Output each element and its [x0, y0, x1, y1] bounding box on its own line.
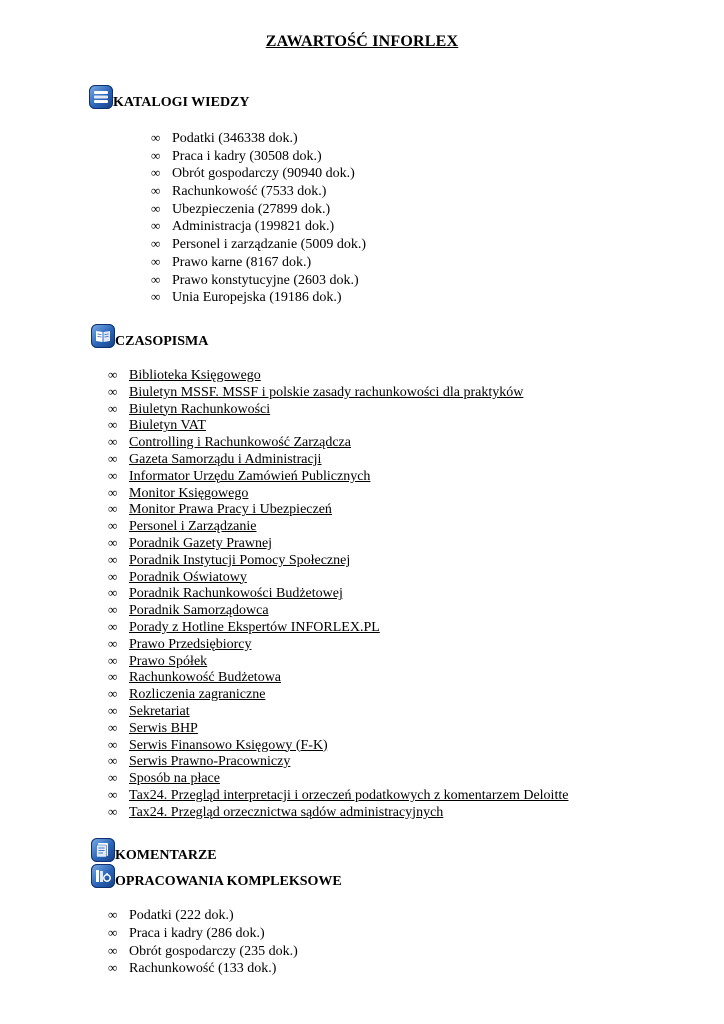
list-item: [151, 253, 366, 271]
infinity-bullet-icon: ∞: [108, 907, 118, 922]
journal-link[interactable]: Porady z Hotline Ekspertów INFORLEX.PL: [129, 619, 380, 635]
infinity-bullet-icon: ∞: [151, 218, 161, 234]
journal-link-item[interactable]: [108, 753, 568, 770]
journal-link[interactable]: Biblioteka Księgowego: [129, 368, 261, 383]
journal-link[interactable]: Poradnik Oświatowy: [129, 569, 247, 585]
infinity-bullet-icon: ∞: [151, 200, 161, 216]
infinity-bullet-icon: ∞: [108, 467, 118, 483]
infinity-bullet-icon: ∞: [108, 753, 118, 769]
infinity-bullet-icon: ∞: [108, 518, 118, 534]
journal-link[interactable]: Biuletyn Rachunkowości: [129, 401, 271, 417]
journal-link-item[interactable]: [108, 518, 568, 535]
journal-link[interactable]: Prawo Przedsiębiorcy: [129, 636, 252, 652]
journal-link[interactable]: Serwis Finansowo Księgowy (F-K): [129, 737, 328, 753]
journal-link-item[interactable]: [108, 602, 568, 619]
infinity-bullet-icon: ∞: [151, 289, 161, 305]
infinity-bullet-icon: ∞: [151, 147, 161, 163]
infinity-bullet-icon: ∞: [108, 736, 118, 752]
list-item-label: Ubezpieczenia (27899 dok.): [172, 201, 331, 217]
journal-link-item[interactable]: [108, 434, 568, 451]
journal-link-item[interactable]: [108, 485, 568, 502]
journal-link[interactable]: Monitor Księgowego: [129, 485, 249, 501]
section-komentarze-heading[interactable]: [91, 838, 217, 864]
list-item-label: Administracja (199821 dok.): [172, 219, 335, 235]
journal-link-item[interactable]: [108, 703, 568, 720]
journal-link-item[interactable]: [108, 552, 568, 569]
journal-link[interactable]: Sekretariat: [129, 703, 190, 719]
infinity-bullet-icon: ∞: [108, 702, 118, 718]
journal-link[interactable]: Rozliczenia zagraniczne: [129, 687, 266, 703]
section-heading-label: CZASOPISMA: [115, 334, 209, 349]
page-title: ZAWARTOŚĆ INFORLEX: [265, 33, 459, 50]
journal-link-item[interactable]: [108, 417, 568, 434]
journal-link[interactable]: Biuletyn VAT: [129, 418, 206, 434]
journal-link-item[interactable]: [108, 653, 568, 670]
list-item: [108, 906, 298, 924]
infinity-bullet-icon: ∞: [151, 253, 161, 269]
journal-link[interactable]: Rachunkowość Budżetowa: [129, 670, 282, 686]
journal-link-item[interactable]: [108, 367, 568, 384]
infinity-bullet-icon: ∞: [108, 924, 118, 940]
list-item: [151, 235, 366, 253]
infinity-bullet-icon: ∞: [108, 434, 118, 450]
journal-icon[interactable]: [91, 324, 115, 348]
complex-study-list: [108, 906, 298, 977]
journal-link-item[interactable]: [108, 669, 568, 686]
list-item-label: Praca i kadry (286 dok.): [129, 925, 265, 941]
infinity-bullet-icon: ∞: [108, 635, 118, 651]
journal-link[interactable]: Tax24. Przegląd orzecznictwa sądów administracyjnych: [129, 804, 444, 820]
journal-link-item[interactable]: [108, 401, 568, 418]
infinity-bullet-icon: ∞: [108, 786, 118, 802]
journal-link[interactable]: Poradnik Samorządowca: [129, 603, 269, 619]
complex-study-icon[interactable]: [91, 864, 115, 888]
list-item-label: Rachunkowość (7533 dok.): [172, 184, 327, 200]
infinity-bullet-icon: ∞: [108, 450, 118, 466]
catalog-list: [151, 129, 366, 306]
infinity-bullet-icon: ∞: [108, 669, 118, 685]
infinity-bullet-icon: ∞: [108, 719, 118, 735]
infinity-bullet-icon: ∞: [108, 417, 118, 433]
journal-link[interactable]: Poradnik Instytucji Pomocy Społecznej: [129, 552, 351, 568]
journal-link-item[interactable]: [108, 619, 568, 636]
infinity-bullet-icon: ∞: [151, 165, 161, 181]
section-czasopisma-heading[interactable]: [91, 324, 208, 350]
journal-link-item[interactable]: [108, 535, 568, 552]
journal-link-item[interactable]: [108, 636, 568, 653]
journal-link-item[interactable]: [108, 686, 568, 703]
journal-link-item[interactable]: [108, 585, 568, 602]
journal-link[interactable]: Poradnik Gazety Prawnej: [129, 535, 273, 551]
list-item: [151, 164, 366, 182]
infinity-bullet-icon: ∞: [108, 770, 118, 786]
list-item: [151, 200, 366, 218]
section-heading-label: KATALOGI WIEDZY: [113, 95, 250, 110]
infinity-bullet-icon: ∞: [108, 551, 118, 567]
list-item-label: Praca i kadry (30508 dok.): [172, 148, 322, 164]
infinity-bullet-icon: ∞: [108, 942, 118, 958]
list-item: [151, 217, 366, 235]
list-item: [108, 924, 298, 942]
journal-link-item[interactable]: [108, 384, 568, 401]
list-item-label: Unia Europejska (19186 dok.): [172, 290, 342, 306]
journal-link[interactable]: Informator Urzędu Zamówień Publicznych: [129, 468, 371, 484]
list-item: [151, 147, 366, 165]
journal-list: [108, 367, 568, 821]
section-katalogi-heading[interactable]: [89, 85, 250, 111]
list-item: [151, 182, 366, 200]
journal-link[interactable]: Serwis Prawno-Pracowniczy: [129, 754, 291, 770]
journal-link-item[interactable]: [108, 787, 568, 804]
list-item-label: Obrót gospodarczy (90940 dok.): [172, 166, 355, 182]
journal-link[interactable]: Serwis BHP: [129, 720, 198, 736]
list-item-label: Personel i zarządzanie (5009 dok.): [172, 237, 366, 253]
list-item-label: Prawo karne (8167 dok.): [172, 254, 312, 270]
list-item: [108, 959, 298, 977]
journal-link-item[interactable]: [108, 737, 568, 754]
infinity-bullet-icon: ∞: [151, 183, 161, 199]
journal-link-item[interactable]: [108, 804, 568, 821]
journal-link[interactable]: Personel i Zarządzanie: [129, 519, 257, 535]
journal-link-item[interactable]: [108, 501, 568, 518]
journal-link[interactable]: Poradnik Rachunkowości Budżetowej: [129, 586, 343, 602]
section-heading-label: KOMENTARZE: [115, 848, 217, 863]
infinity-bullet-icon: ∞: [108, 367, 118, 382]
infinity-bullet-icon: ∞: [151, 236, 161, 252]
infinity-bullet-icon: ∞: [108, 803, 118, 819]
infinity-bullet-icon: ∞: [108, 534, 118, 550]
journal-link[interactable]: Sposób na płace: [129, 771, 220, 787]
list-item-label: Rachunkowość (133 dok.): [129, 961, 277, 977]
list-item-label: Podatki (346338 dok.): [172, 131, 298, 146]
journal-link[interactable]: Prawo Spółek: [129, 653, 208, 669]
journal-link[interactable]: Gazeta Samorządu i Administracji: [129, 451, 322, 467]
journal-link[interactable]: Controlling i Rachunkowość Zarządcza: [129, 435, 351, 451]
section-heading-label: OPRACOWANIA KOMPLEKSOWE: [115, 874, 342, 889]
infinity-bullet-icon: ∞: [108, 686, 118, 702]
list-item: [151, 288, 366, 306]
list-item-label: Podatki (222 dok.): [129, 908, 234, 923]
infinity-bullet-icon: ∞: [108, 585, 118, 601]
infinity-bullet-icon: ∞: [108, 618, 118, 634]
journal-link[interactable]: Tax24. Przegląd interpretacji i orzeczeń podatkowych z komentarzem Deloitte: [129, 787, 569, 803]
list-item-label: Obrót gospodarczy (235 dok.): [129, 943, 298, 959]
infinity-bullet-icon: ∞: [108, 960, 118, 976]
infinity-bullet-icon: ∞: [108, 383, 118, 399]
infinity-bullet-icon: ∞: [108, 501, 118, 517]
journal-link-item[interactable]: [108, 451, 568, 468]
catalog-icon[interactable]: [89, 85, 113, 109]
commentary-icon[interactable]: [91, 838, 115, 862]
infinity-bullet-icon: ∞: [108, 652, 118, 668]
list-item: [108, 942, 298, 960]
journal-link[interactable]: Monitor Prawa Pracy i Ubezpieczeń: [129, 502, 332, 518]
journal-link-item[interactable]: [108, 569, 568, 586]
journal-link[interactable]: Biuletyn MSSF. MSSF i polskie zasady rachunkowości dla praktyków: [129, 384, 524, 400]
infinity-bullet-icon: ∞: [151, 130, 161, 145]
infinity-bullet-icon: ∞: [108, 484, 118, 500]
list-item-label: Prawo konstytucyjne (2603 dok.): [172, 272, 359, 288]
journal-link-item[interactable]: [108, 720, 568, 737]
infinity-bullet-icon: ∞: [108, 400, 118, 416]
infinity-bullet-icon: ∞: [151, 271, 161, 287]
list-item: [151, 129, 366, 147]
journal-link-item[interactable]: [108, 770, 568, 787]
list-item: [151, 271, 366, 289]
infinity-bullet-icon: ∞: [108, 602, 118, 618]
infinity-bullet-icon: ∞: [108, 568, 118, 584]
journal-link-item[interactable]: [108, 468, 568, 485]
section-opracowania-heading[interactable]: [91, 864, 342, 890]
